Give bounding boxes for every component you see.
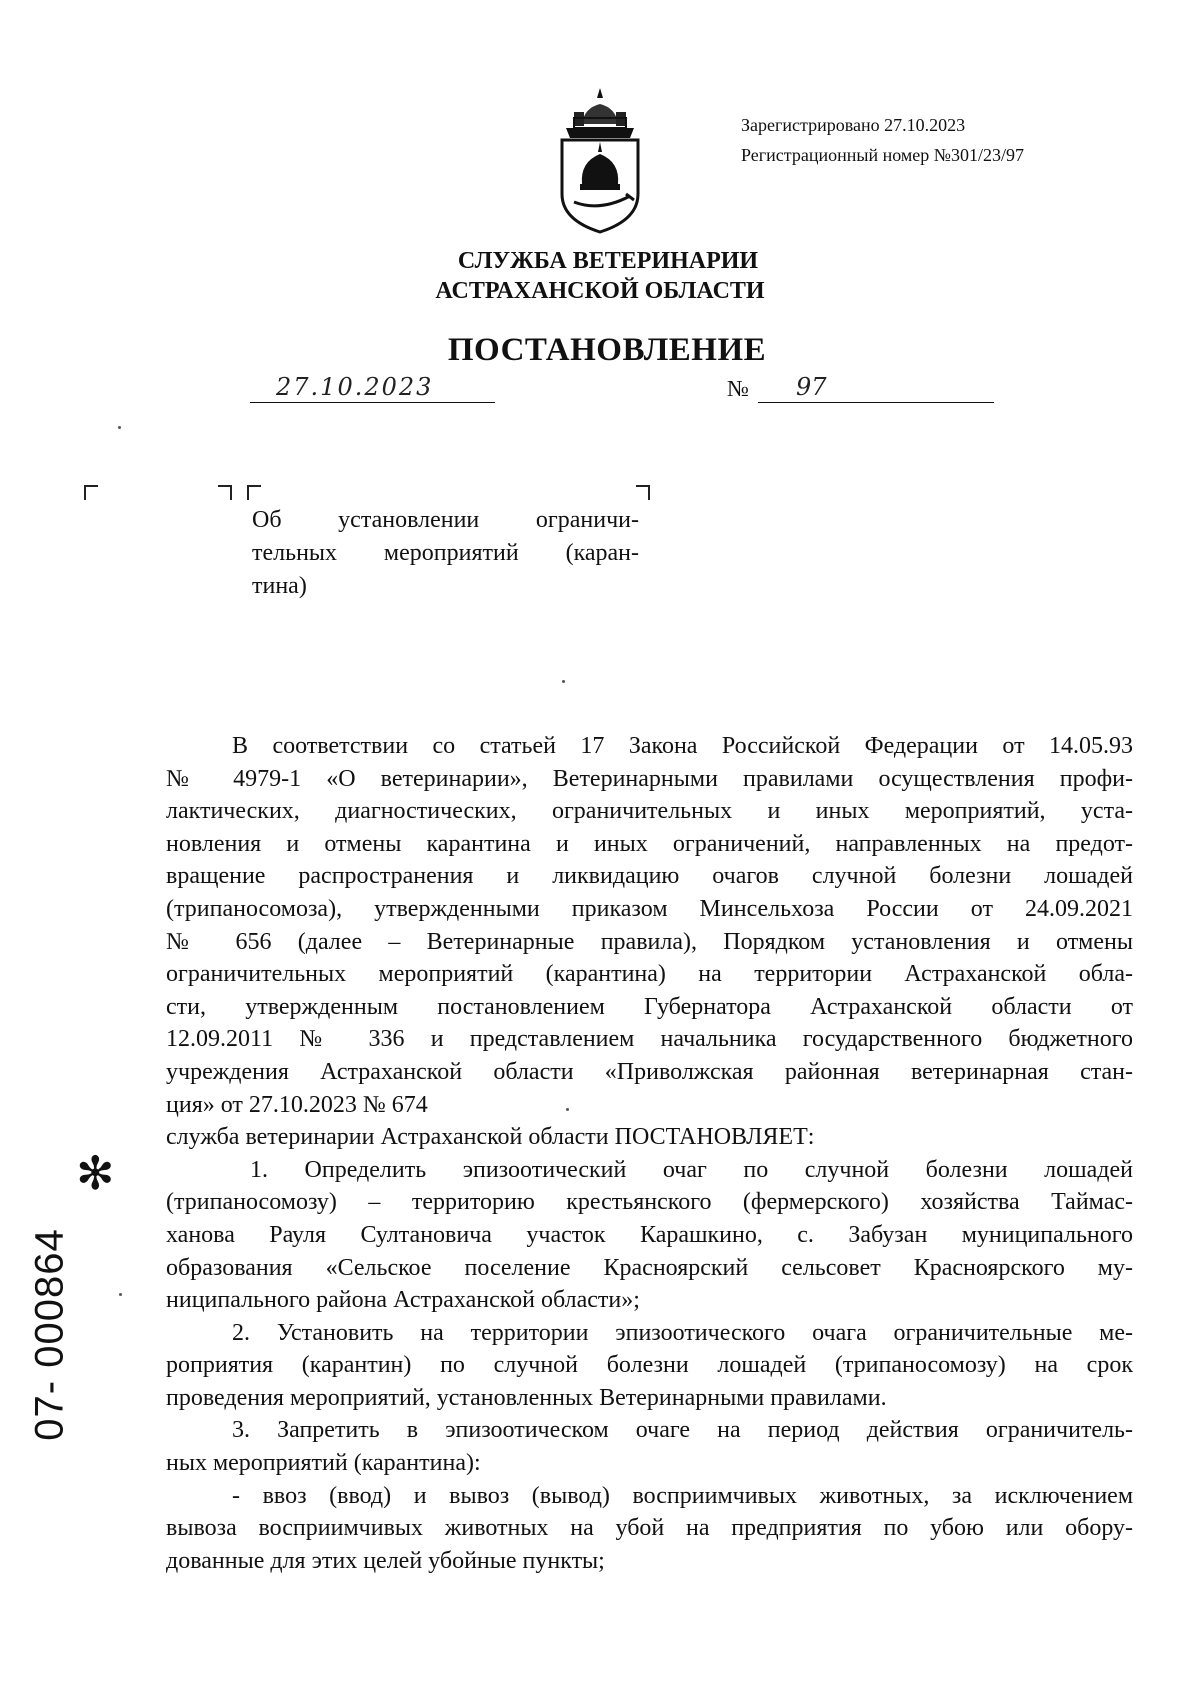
scan-speck [118,426,121,429]
bracket-corner-mark [84,485,98,500]
scan-speck [119,1293,122,1296]
bracket-corner-mark [218,485,232,500]
scan-speck [566,1108,569,1111]
body-line: вывоза восприимчивых животных на убой на предприятия по убою или обору- [166,1515,1133,1542]
organization-name-line2: АСТРАХАНСКОЙ ОБЛАСТИ [435,278,765,304]
body-line: ных мероприятий (карантина): [166,1450,481,1477]
number-underline [758,402,994,403]
body-line: (трипаносомоза), утвержденными приказом Минсельхоза России от 24.09.2021 [166,895,1133,922]
body-line: 1. Определить эпизоотический очаг по случной болезни лошадей [250,1156,1133,1183]
date-underline [250,402,495,403]
subject-line: тельных мероприятий (каран- [252,540,639,566]
body-line: - ввоз (ввод) и вывоз (вывод) восприимчивых животных, за исключением [232,1482,1133,1509]
body-line: В соответствии со статьей 17 Закона Российской Федерации от 14.05.93 [232,733,1133,759]
document-date-handwritten: 27.10.2023 [276,373,434,401]
body-line: 3. Запретить в эпизоотическом очаге на период действия ограничитель- [232,1417,1133,1444]
body-line: 2. Установить на территории эпизоотического очага ограничительные ме- [232,1319,1133,1346]
organization-name-line1: СЛУЖБА ВЕТЕРИНАРИИ [457,248,759,274]
subject-line: тина) [252,573,307,599]
side-serial-number: 07- 000864 [27,1228,72,1441]
body-line: ханова Рауля Султановича участок Карашкино, с. Забузан муниципального [166,1221,1133,1248]
body-line: служба ветеринарии Астраханской области ПОСТАНОВЛЯЕТ: [166,1124,815,1151]
body-line: вращение распространения и ликвидацию очагов случной болезни лошадей [166,863,1133,890]
body-line: сти, утвержденным постановлением Губернатора Астраханской области от [166,993,1133,1020]
body-line: новления и отмены карантина и иных ограничений, направленных на предот- [166,830,1133,857]
bracket-corner-mark [247,485,261,500]
body-line: учреждения Астраханской области «Приволжская районная ветеринарная стан- [166,1058,1133,1085]
body-line: (трипаносомозу) – территорию крестьянского (фермерского) хозяйства Таймас- [166,1189,1133,1216]
body-line: ция» от 27.10.2023 № 674 [166,1091,428,1118]
document-body [166,730,1133,1577]
body-line: № 656 (далее – Ветеринарные правила), Порядком установления и отмены [166,928,1133,955]
body-line: дованные для этих целей убойные пункты; [166,1547,605,1574]
body-line: ниципального района Астраханской области»; [166,1287,640,1314]
registration-stamp [741,110,1024,170]
registration-date: Зарегистрировано 27.10.2023 [741,115,966,135]
body-line: 12.09.2011 № 336 и представлением начальника государственного бюджетного [166,1026,1133,1053]
registration-number: Регистрационный номер №301/23/97 [741,145,1024,165]
body-line: лактических, диагностических, ограничительных и иных мероприятий, уста- [166,798,1133,825]
bracket-corner-mark [636,485,650,500]
side-stamp-mark: ✻ [76,1146,115,1200]
coat-of-arms-emblem [544,84,656,236]
subject-line: Об установлении ограничи- [252,507,639,533]
document-subject [252,504,639,603]
body-line: образования «Сельское поселение Красноярский сельсовет Красноярского му- [166,1254,1133,1281]
number-sign: № [727,376,749,401]
body-line: проведения мероприятий, установленных Ветеринарными правилами. [166,1384,887,1411]
document-number-handwritten: 97 [796,373,827,401]
body-line: № 4979-1 «О ветеринарии», Ветеринарными правилами осуществления профи- [166,765,1133,792]
body-line: ограничительных мероприятий (карантина) на территории Астраханской обла- [166,961,1133,988]
body-line: роприятия (карантин) по случной болезни лошадей (трипаносомозу) на срок [166,1352,1133,1379]
document-type-title: ПОСТАНОВЛЕНИЕ [447,332,767,368]
scan-speck [562,680,565,683]
